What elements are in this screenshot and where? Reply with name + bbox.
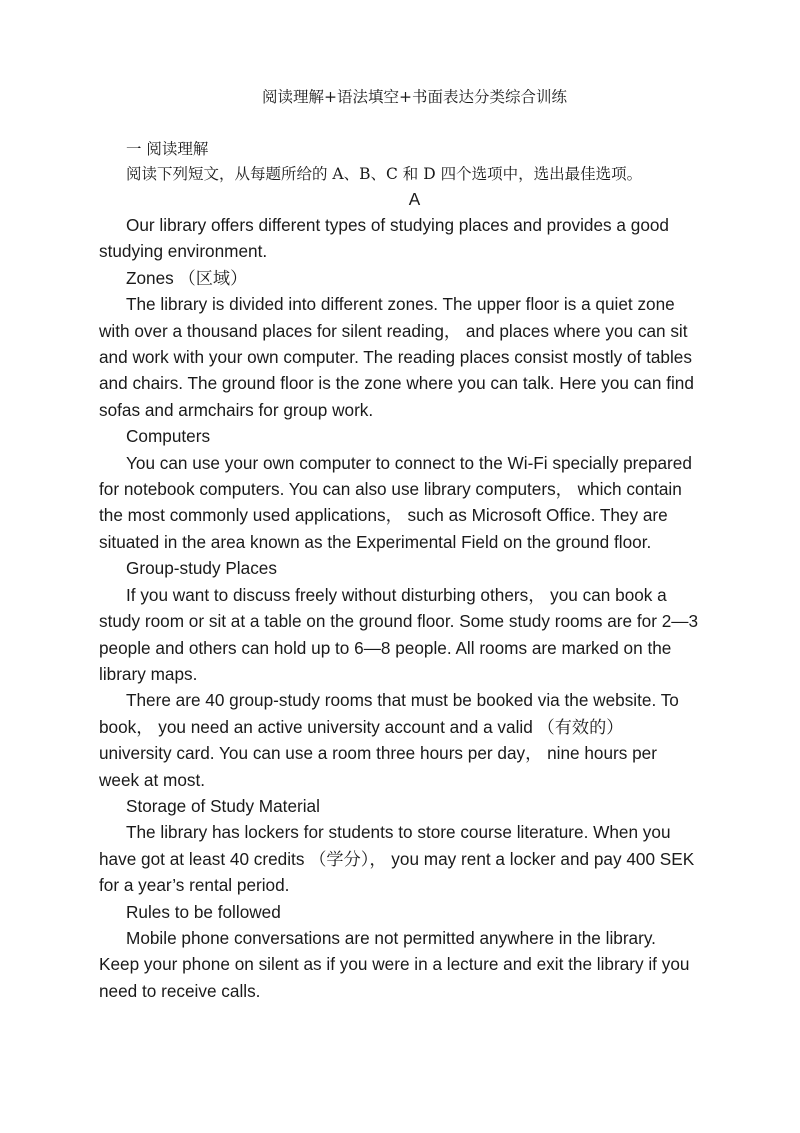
passage-paragraph: If you want to discuss freely without disturbing others， you can book a study room or sit at a table on the ground floor. Some study rooms are for 2—3 people and others can hold up to 6—8 people. All rooms are marked on the library maps. [99, 584, 699, 684]
passage-paragraph: There are 40 group-study rooms that must be booked via the website. To book， you need an active university account and a valid （有效的） university card. You can use a room three hours per day， nine hours per week at most. [99, 690, 679, 790]
section-heading: 一 阅读理解 [126, 140, 209, 158]
section-subheading: Rules to be followed [126, 901, 281, 922]
passage-paragraph: The library is divided into different zones. The upper floor is a quiet zone with over a thousand places for silent reading， and places where you can sit and work with your own computer. The reading places consist mostly of tables and chairs. The ground floor is the zone where you can talk. Here you can find sofas and armchairs for group work. [99, 294, 694, 420]
section-subheading: Computers [126, 426, 211, 447]
passage-paragraph: You can use your own computer to connect to the Wi-Fi specially prepared for notebook computers. You can also use library computers， which contain the most commonly used applications， such as Microsoft Office. They are situated in the area known as the Experimental Field on the ground floor. [99, 452, 692, 552]
section-subheading: Group-study Places [126, 558, 277, 579]
instruction-text: 阅读下列短文，从每题所给的 A、B、C 和 D 四个选项中，选出最佳选项。 [126, 165, 643, 183]
passage-paragraph: Our library offers different types of studying places and provides a good studying environment. [99, 215, 669, 262]
passage-paragraph: Mobile phone conversations are not permitted anywhere in the library. Keep your phone on silent as if you were in a lecture and exit the library if you need to receive calls. [99, 927, 690, 1001]
passage-letter: A [408, 189, 421, 209]
passage-body [99, 212, 700, 1004]
section-subheading: Storage of Study Material [126, 795, 320, 816]
document-title: 阅读理解+语法填空+书面表达分类综合训练 [262, 88, 567, 106]
passage-paragraph: The library has lockers for students to store course literature. When you have got at least 40 credits （学分）， you may rent a locker and pay 400 SEK for a year’s rental period. [99, 822, 695, 896]
section-subheading: Zones （区域） [126, 267, 248, 288]
